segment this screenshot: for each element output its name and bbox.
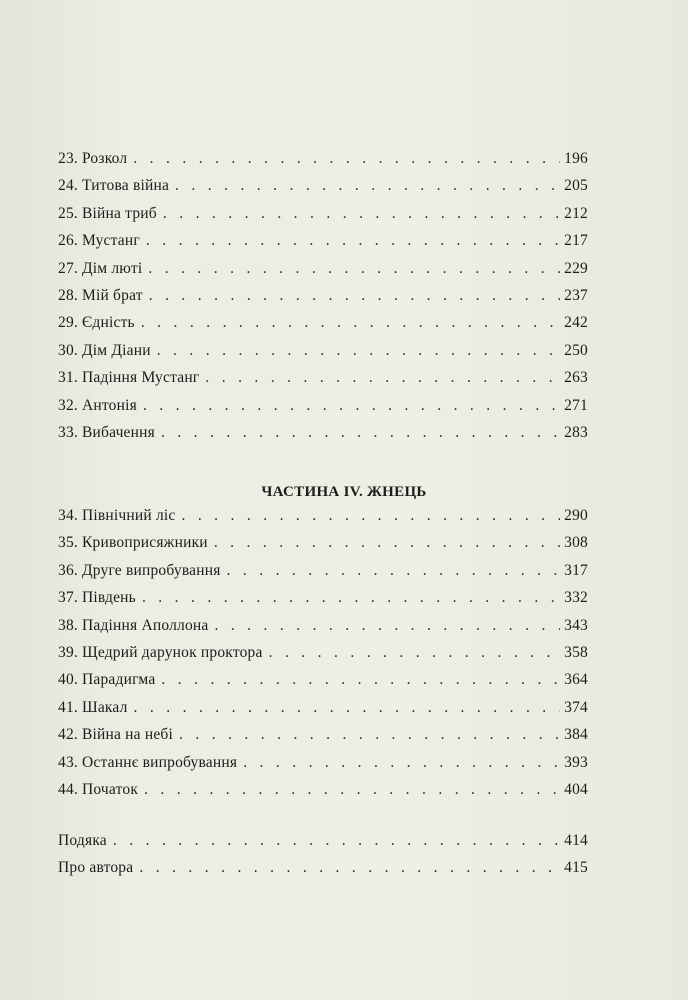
chapter-title: Антонія: [81, 396, 137, 414]
chapter-title: Падіння Аполлона: [81, 616, 209, 634]
toc-entry[interactable]: [58, 534, 588, 561]
chapter-title: Розкол: [81, 150, 128, 167]
chapter-title: Парадигма: [81, 671, 156, 689]
dot-leader: [149, 287, 560, 305]
page-number: 237: [564, 286, 588, 304]
chapter-number: 23.: [58, 150, 78, 167]
page-number: 415: [564, 859, 588, 877]
toc-list: [58, 150, 588, 451]
chapter-title: Титова війна: [81, 177, 170, 195]
toc-entry[interactable]: [58, 424, 588, 451]
dot-leader: [146, 232, 560, 250]
toc-entry[interactable]: [58, 369, 588, 396]
chapter-title: Щедрий дарунок проктора: [81, 643, 263, 661]
toc-entry[interactable]: [58, 507, 588, 534]
chapter-number: 39.: [58, 643, 78, 661]
dot-leader: [227, 562, 561, 580]
toc-entry[interactable]: [58, 260, 588, 287]
dot-leader: [148, 260, 560, 278]
page-number: 364: [564, 671, 588, 689]
chapter-number: 42.: [58, 726, 78, 744]
toc-entry[interactable]: [58, 150, 588, 177]
dot-leader: [113, 832, 560, 850]
toc-entry[interactable]: [58, 699, 588, 726]
chapter-number: 40.: [58, 671, 78, 689]
chapter-number: 41.: [58, 698, 78, 716]
dot-leader: [143, 397, 560, 415]
chapter-number: 44.: [58, 780, 78, 798]
dot-leader: [133, 150, 560, 168]
chapter-number: 34.: [58, 507, 78, 524]
page-number: 250: [564, 341, 588, 359]
dot-leader: [142, 589, 560, 607]
chapter-number: 31.: [58, 369, 78, 387]
toc-entry[interactable]: [58, 287, 588, 314]
page-number: 196: [564, 150, 588, 167]
page-number: 229: [564, 259, 588, 277]
chapter-number: 37.: [58, 589, 78, 607]
dot-leader: [214, 534, 560, 552]
chapter-number: 24.: [58, 177, 78, 195]
page-number: 343: [564, 616, 588, 634]
chapter-number: 26.: [58, 232, 78, 250]
chapter-title: Північний ліс: [81, 507, 176, 524]
toc-entry[interactable]: [58, 781, 588, 808]
page-number: 414: [564, 832, 588, 849]
chapter-number: 38.: [58, 616, 78, 634]
page-number: 317: [564, 561, 588, 579]
chapter-title: Дім люті: [81, 259, 143, 277]
page-number: 212: [564, 204, 588, 222]
chapter-number: 33.: [58, 423, 78, 441]
dot-leader: [134, 699, 561, 717]
toc-entry[interactable]: [58, 397, 588, 424]
dot-leader: [139, 859, 560, 877]
entry-title: Про автора: [58, 859, 134, 877]
page-number: 290: [564, 507, 588, 524]
chapter-number: 36.: [58, 561, 78, 579]
chapter-number: 32.: [58, 396, 78, 414]
chapter-title: Останнє випробування: [81, 753, 238, 771]
chapter-title: Єдність: [81, 314, 135, 332]
chapter-title: Дім Діани: [81, 341, 151, 359]
page-number: 263: [564, 369, 588, 387]
toc-entry-about-author[interactable]: [58, 859, 588, 886]
toc-entry[interactable]: [58, 726, 588, 753]
toc-entry[interactable]: [58, 671, 588, 698]
chapter-title: Південь: [81, 589, 136, 607]
toc-entry[interactable]: [58, 589, 588, 616]
dot-leader: [144, 781, 560, 799]
page-number: 374: [564, 698, 588, 716]
dot-leader: [181, 507, 560, 525]
chapter-number: 35.: [58, 534, 78, 552]
page-number: 217: [564, 232, 588, 250]
chapter-number: 27.: [58, 259, 78, 277]
chapter-title: Війна на небі: [81, 726, 173, 744]
dot-leader: [157, 342, 560, 360]
toc-entry[interactable]: [58, 617, 588, 644]
chapter-number: 30.: [58, 341, 78, 359]
toc-entry[interactable]: [58, 754, 588, 781]
chapter-number: 29.: [58, 314, 78, 332]
dot-leader: [205, 369, 560, 387]
chapter-title: Мустанг: [81, 232, 140, 250]
dot-leader: [243, 754, 560, 772]
toc-entry[interactable]: [58, 342, 588, 369]
page-number: 358: [564, 643, 588, 661]
page-number: 283: [564, 423, 588, 441]
toc-entry[interactable]: [58, 314, 588, 341]
toc-entry[interactable]: [58, 644, 588, 671]
chapter-number: 28.: [58, 286, 78, 304]
toc-section-back-matter: [58, 832, 588, 887]
dot-leader: [161, 424, 560, 442]
chapter-title: Шакал: [81, 698, 128, 716]
page-number: 332: [564, 589, 588, 607]
dot-leader: [214, 617, 560, 635]
toc-entry[interactable]: [58, 177, 588, 204]
dot-leader: [163, 205, 560, 223]
chapter-title: Початок: [81, 780, 139, 798]
chapter-title: Вибачення: [81, 423, 155, 441]
dot-leader: [161, 671, 560, 689]
page-number: 271: [564, 396, 588, 414]
toc-list: [58, 832, 588, 887]
page-number: 393: [564, 753, 588, 771]
page-number: 242: [564, 314, 588, 332]
dot-leader: [175, 177, 560, 195]
toc-entry[interactable]: [58, 205, 588, 232]
toc-entry[interactable]: [58, 562, 588, 589]
toc-section-chapters-23-33: [58, 150, 588, 451]
part-four-heading: ЧАСТИНА IV. ЖНЕЦЬ: [261, 484, 427, 500]
chapter-title: Кривоприсяжники: [81, 534, 208, 552]
toc-section-part-four: [58, 507, 588, 808]
dot-leader: [269, 644, 561, 662]
chapter-title: Падіння Мустанг: [81, 369, 200, 387]
toc-entry-acknowledgements[interactable]: [58, 832, 588, 859]
entry-title: Подяка: [58, 832, 107, 849]
dot-leader: [179, 726, 560, 744]
chapter-number: 25.: [58, 204, 78, 222]
page-number: 384: [564, 726, 588, 744]
page-number: 404: [564, 780, 588, 798]
chapter-title: Мій брат: [81, 286, 143, 304]
dot-leader: [141, 314, 560, 332]
page-number: 205: [564, 177, 588, 195]
chapter-number: 43.: [58, 753, 78, 771]
chapter-title: Війна триб: [81, 204, 157, 222]
toc-entry[interactable]: [58, 232, 588, 259]
toc-list: [58, 507, 588, 808]
page-number: 308: [564, 534, 588, 552]
chapter-title: Друге випробування: [81, 561, 221, 579]
